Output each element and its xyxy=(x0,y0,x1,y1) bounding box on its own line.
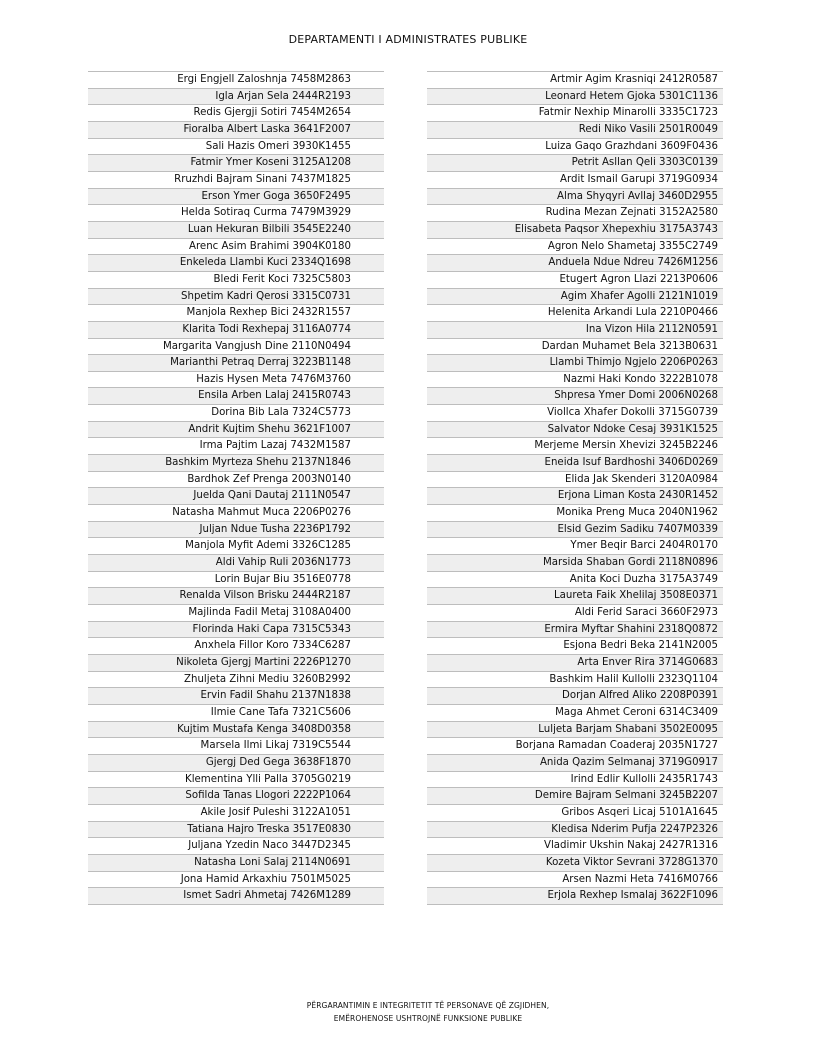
list-item: Renalda Vilson Brisku 2444R2187 xyxy=(88,588,384,605)
list-item: Leonard Hetem Gjoka 5301C1136 xyxy=(427,89,723,106)
list-item: Majlinda Fadil Metaj 3108A0400 xyxy=(88,605,384,622)
list-item: Ina Vizon Hila 2112N0591 xyxy=(427,322,723,339)
list-item: Arta Enver Rira 3714G0683 xyxy=(427,655,723,672)
list-item: Sofilda Tanas Llogori 2222P1064 xyxy=(88,788,384,805)
list-item: Gribos Asqeri Licaj 5101A1645 xyxy=(427,805,723,822)
left-name-list xyxy=(88,71,384,905)
list-item: Elisabeta Paqsor Xhepexhiu 3175A3743 xyxy=(427,222,723,239)
list-item: Jona Hamid Arkaxhiu 7501M5025 xyxy=(88,872,384,889)
list-item: Tatiana Hajro Treska 3517E0830 xyxy=(88,822,384,839)
list-item: Maga Ahmet Ceroni 6314C3409 xyxy=(427,705,723,722)
list-item: Kujtim Mustafa Kenga 3408D0358 xyxy=(88,722,384,739)
list-item: Anita Koci Duzha 3175A3749 xyxy=(427,572,723,589)
list-item: Eneida Isuf Bardhoshi 3406D0269 xyxy=(427,455,723,472)
footer-line-2: EMËROHENOSE USHTROJNË FUNKSIONE PUBLIKE xyxy=(333,1014,523,1023)
list-item: Hazis Hysen Meta 7476M3760 xyxy=(88,372,384,389)
list-item: Klementina Ylli Palla 3705G0219 xyxy=(88,772,384,789)
list-item: Bardhok Zef Prenga 2003N0140 xyxy=(88,472,384,489)
list-item: Demire Bajram Selmani 3245B2207 xyxy=(427,788,723,805)
list-item: Ismet Sadri Ahmetaj 7426M1289 xyxy=(88,888,384,905)
list-item: Redis Gjergji Sotiri 7454M2654 xyxy=(88,105,384,122)
list-item: Ymer Beqir Barci 2404R0170 xyxy=(427,538,723,555)
list-item: Dardan Muhamet Bela 3213B0631 xyxy=(427,339,723,356)
list-item: Alma Shyqyri Avllaj 3460D2955 xyxy=(427,189,723,206)
footer-line-1: PËRGARANTIMIN E INTEGRITETIT TË PERSONAVE QË ZGJIDHEN, xyxy=(306,1001,550,1010)
list-item: Ervin Fadil Shahu 2137N1838 xyxy=(88,688,384,705)
list-item: Fatmir Ymer Koseni 3125A1208 xyxy=(88,155,384,172)
list-item: Nazmi Haki Kondo 3222B1078 xyxy=(427,372,723,389)
list-item: Agim Xhafer Agolli 2121N1019 xyxy=(427,289,723,306)
list-item: Arenc Asim Brahimi 3904K0180 xyxy=(88,239,384,256)
list-item: Margarita Vangjush Dine 2110N0494 xyxy=(88,339,384,356)
list-item: Enkeleda Llambi Kuci 2334Q1698 xyxy=(88,255,384,272)
list-item: Igla Arjan Sela 2444R2193 xyxy=(88,89,384,106)
list-item: Kledisa Nderim Pufja 2247P2326 xyxy=(427,822,723,839)
list-item: Juljana Yzedin Naco 3447D2345 xyxy=(88,838,384,855)
list-item: Borjana Ramadan Coaderaj 2035N1727 xyxy=(427,738,723,755)
list-item: Marianthi Petraq Derraj 3223B1148 xyxy=(88,355,384,372)
list-item: Kozeta Viktor Sevrani 3728G1370 xyxy=(427,855,723,872)
list-item: Juljan Ndue Tusha 2236P1792 xyxy=(88,522,384,539)
list-item: Bashkim Halil Kullolli 2323Q1104 xyxy=(427,672,723,689)
list-item: Artmir Agim Krasniqi 2412R0587 xyxy=(427,72,723,89)
page-title: DEPARTAMENTI I ADMINISTRATES PUBLIKE xyxy=(288,33,528,46)
list-item: Merjeme Mersin Xhevizi 3245B2246 xyxy=(427,438,723,455)
list-item: Esjona Bedri Beka 2141N2005 xyxy=(427,638,723,655)
list-item: Fioralba Albert Laska 3641F2007 xyxy=(88,122,384,139)
list-item: Helenita Arkandi Lula 2210P0466 xyxy=(427,305,723,322)
list-item: Shpresa Ymer Domi 2006N0268 xyxy=(427,388,723,405)
list-item: Elsid Gezim Sadiku 7407M0339 xyxy=(427,522,723,539)
list-item: Salvator Ndoke Cesaj 3931K1525 xyxy=(427,422,723,439)
list-item: Ergi Engjell Zaloshnja 7458M2863 xyxy=(88,72,384,89)
list-item: Ensila Arben Lalaj 2415R0743 xyxy=(88,388,384,405)
list-item: Luljeta Barjam Shabani 3502E0095 xyxy=(427,722,723,739)
list-item: Helda Sotiraq Curma 7479M3929 xyxy=(88,205,384,222)
list-item: Zhuljeta Zihni Mediu 3260B2992 xyxy=(88,672,384,689)
list-item: Natasha Loni Salaj 2114N0691 xyxy=(88,855,384,872)
list-item: Anduela Ndue Ndreu 7426M1256 xyxy=(427,255,723,272)
list-item: Rudina Mezan Zejnati 3152A2580 xyxy=(427,205,723,222)
list-item: Rruzhdi Bajram Sinani 7437M1825 xyxy=(88,172,384,189)
list-item: Ardit Ismail Garupi 3719G0934 xyxy=(427,172,723,189)
list-item: Viollca Xhafer Dokolli 3715G0739 xyxy=(427,405,723,422)
list-item: Irma Pajtim Lazaj 7432M1587 xyxy=(88,438,384,455)
list-item: Erson Ymer Goga 3650F2495 xyxy=(88,189,384,206)
list-item: Lorin Bujar Biu 3516E0778 xyxy=(88,572,384,589)
list-item: Llambi Thimjo Ngjelo 2206P0263 xyxy=(427,355,723,372)
list-item: Andrit Kujtim Shehu 3621F1007 xyxy=(88,422,384,439)
list-item: Petrit Asllan Qeli 3303C0139 xyxy=(427,155,723,172)
list-item: Elida Jak Skenderi 3120A0984 xyxy=(427,472,723,489)
list-item: Vladimir Ukshin Nakaj 2427R1316 xyxy=(427,838,723,855)
list-item: Irind Edlir Kullolli 2435R1743 xyxy=(427,772,723,789)
list-item: Aldi Ferid Saraci 3660F2973 xyxy=(427,605,723,622)
list-item: Redi Niko Vasili 2501R0049 xyxy=(427,122,723,139)
list-item: Luiza Gaqo Grazhdani 3609F0436 xyxy=(427,139,723,156)
list-item: Bashkim Myrteza Shehu 2137N1846 xyxy=(88,455,384,472)
list-item: Ilmie Cane Tafa 7321C5606 xyxy=(88,705,384,722)
list-item: Arsen Nazmi Heta 7416M0766 xyxy=(427,872,723,889)
list-item: Ermira Myftar Shahini 2318Q0872 xyxy=(427,622,723,639)
list-item: Nikoleta Gjergj Martini 2226P1270 xyxy=(88,655,384,672)
list-item: Dorjan Alfred Aliko 2208P0391 xyxy=(427,688,723,705)
list-item: Manjola Myfit Ademi 3326C1285 xyxy=(88,538,384,555)
list-item: Manjola Rexhep Bici 2432R1557 xyxy=(88,305,384,322)
list-item: Akile Josif Puleshi 3122A1051 xyxy=(88,805,384,822)
list-item: Anxhela Fillor Koro 7334C6287 xyxy=(88,638,384,655)
list-item: Dorina Bib Lala 7324C5773 xyxy=(88,405,384,422)
list-item: Marsela Ilmi Likaj 7319C5544 xyxy=(88,738,384,755)
list-item: Gjergj Ded Gega 3638F1870 xyxy=(88,755,384,772)
list-item: Anida Qazim Selmanaj 3719G0917 xyxy=(427,755,723,772)
list-item: Fatmir Nexhip Minarolli 3335C1723 xyxy=(427,105,723,122)
list-item: Sali Hazis Omeri 3930K1455 xyxy=(88,139,384,156)
list-item: Etugert Agron Llazi 2213P0606 xyxy=(427,272,723,289)
list-item: Shpetim Kadri Qerosi 3315C0731 xyxy=(88,289,384,306)
list-item: Juelda Qani Dautaj 2111N0547 xyxy=(88,488,384,505)
list-item: Bledi Ferit Koci 7325C5803 xyxy=(88,272,384,289)
list-item: Erjola Rexhep Ismalaj 3622F1096 xyxy=(427,888,723,905)
list-item: Luan Hekuran Bilbili 3545E2240 xyxy=(88,222,384,239)
list-item: Aldi Vahip Ruli 2036N1773 xyxy=(88,555,384,572)
list-item: Marsida Shaban Gordi 2118N0896 xyxy=(427,555,723,572)
list-item: Florinda Haki Capa 7315C5343 xyxy=(88,622,384,639)
list-item: Laureta Faik Xhelilaj 3508E0371 xyxy=(427,588,723,605)
list-item: Natasha Mahmut Muca 2206P0276 xyxy=(88,505,384,522)
page-footer xyxy=(0,999,816,1025)
list-item: Erjona Liman Kosta 2430R1452 xyxy=(427,488,723,505)
right-name-list xyxy=(427,71,723,905)
list-item: Agron Nelo Shametaj 3355C2749 xyxy=(427,239,723,256)
list-item: Klarita Todi Rexhepaj 3116A0774 xyxy=(88,322,384,339)
list-item: Monika Preng Muca 2040N1962 xyxy=(427,505,723,522)
